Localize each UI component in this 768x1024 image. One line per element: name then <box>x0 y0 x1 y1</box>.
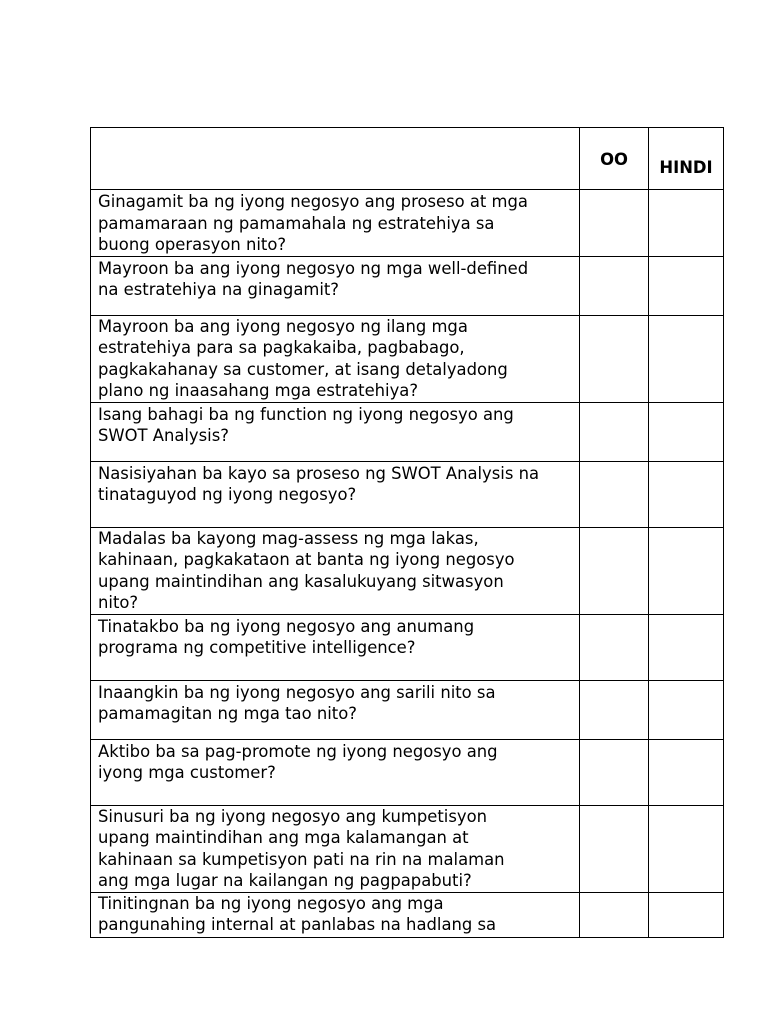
table-row <box>91 892 724 937</box>
answer-oo-cell[interactable] <box>580 614 649 680</box>
question-text: Aktibo ba sa pag-promote ng iyong negosyo ang iyong mga customer? <box>98 741 498 782</box>
question-cell <box>91 461 580 527</box>
answer-hindi-cell[interactable] <box>649 527 724 614</box>
table-row <box>91 739 724 805</box>
header-oo: OO <box>580 128 649 190</box>
table-row <box>91 256 724 315</box>
question-text: Ginagamit ba ng iyong negosyo ang proseso at mga pamamaraan ng pamamahala ng estratehiya sa buong operasyon nito? <box>98 192 528 254</box>
question-text: Tinatakbo ba ng iyong negosyo ang anumang programa ng competitive intelligence? <box>98 616 475 657</box>
answer-oo-cell[interactable] <box>580 527 649 614</box>
answer-oo-cell[interactable] <box>580 190 649 257</box>
answer-oo-cell[interactable] <box>580 805 649 892</box>
question-text: Tinitingnan ba ng iyong negosyo ang mga pangunahing internal at panlabas na hadlang sa <box>98 893 497 934</box>
question-cell <box>91 527 580 614</box>
table-row <box>91 680 724 739</box>
header-question-cell <box>91 128 580 190</box>
answer-oo-cell[interactable] <box>580 892 649 937</box>
header-row <box>91 128 724 190</box>
question-text: Mayroon ba ang iyong negosyo ng mga well-defined na estratehiya na ginagamit? <box>98 258 529 299</box>
question-cell <box>91 892 580 937</box>
question-cell <box>91 190 580 257</box>
answer-oo-cell[interactable] <box>580 680 649 739</box>
question-text: Mayroon ba ang iyong negosyo ng ilang mga estratehiya para sa pagkakaiba, pagbabago, pagkakahanay sa customer, at isang detalyadong plano ng inaasahang mga estratehiya? <box>98 316 508 400</box>
question-text: Inaangkin ba ng iyong negosyo ang sarili nito sa pamamagitan ng mga tao nito? <box>98 682 496 723</box>
question-cell <box>91 805 580 892</box>
answer-oo-cell[interactable] <box>580 402 649 461</box>
answer-oo-cell[interactable] <box>580 461 649 527</box>
question-cell <box>91 739 580 805</box>
question-text: Nasisiyahan ba kayo sa proseso ng SWOT Analysis na tinataguyod ng iyong negosyo? <box>98 463 540 504</box>
answer-oo-cell[interactable] <box>580 315 649 402</box>
table-row <box>91 402 724 461</box>
checklist-table <box>90 127 724 938</box>
answer-hindi-cell[interactable] <box>649 614 724 680</box>
answer-hindi-cell[interactable] <box>649 315 724 402</box>
answer-oo-cell[interactable] <box>580 739 649 805</box>
answer-hindi-cell[interactable] <box>649 805 724 892</box>
question-cell <box>91 402 580 461</box>
table-row <box>91 527 724 614</box>
table-row <box>91 315 724 402</box>
table-row <box>91 190 724 257</box>
question-text: Madalas ba kayong mag-assess ng mga lakas, kahinaan, pagkakataon at banta ng iyong negosyo upang maintindihan ang kasalukuyang sitwasyon nito? <box>98 528 515 612</box>
answer-hindi-cell[interactable] <box>649 402 724 461</box>
table-row <box>91 805 724 892</box>
answer-hindi-cell[interactable] <box>649 190 724 257</box>
answer-hindi-cell[interactable] <box>649 680 724 739</box>
question-text: Isang bahagi ba ng function ng iyong negosyo ang SWOT Analysis? <box>98 404 514 445</box>
question-cell <box>91 256 580 315</box>
answer-oo-cell[interactable] <box>580 256 649 315</box>
table-row <box>91 614 724 680</box>
answer-hindi-cell[interactable] <box>649 461 724 527</box>
header-hindi: HINDI <box>649 128 724 190</box>
question-cell <box>91 614 580 680</box>
answer-hindi-cell[interactable] <box>649 739 724 805</box>
answer-hindi-cell[interactable] <box>649 256 724 315</box>
answer-hindi-cell[interactable] <box>649 892 724 937</box>
question-cell <box>91 315 580 402</box>
question-text: Sinusuri ba ng iyong negosyo ang kumpetisyon upang maintindihan ang mga kalamangan at kahinaan sa kumpetisyon pati na rin na malaman ang mga lugar na kailangan ng pagpapabuti? <box>98 806 505 890</box>
table-row <box>91 461 724 527</box>
question-cell <box>91 680 580 739</box>
